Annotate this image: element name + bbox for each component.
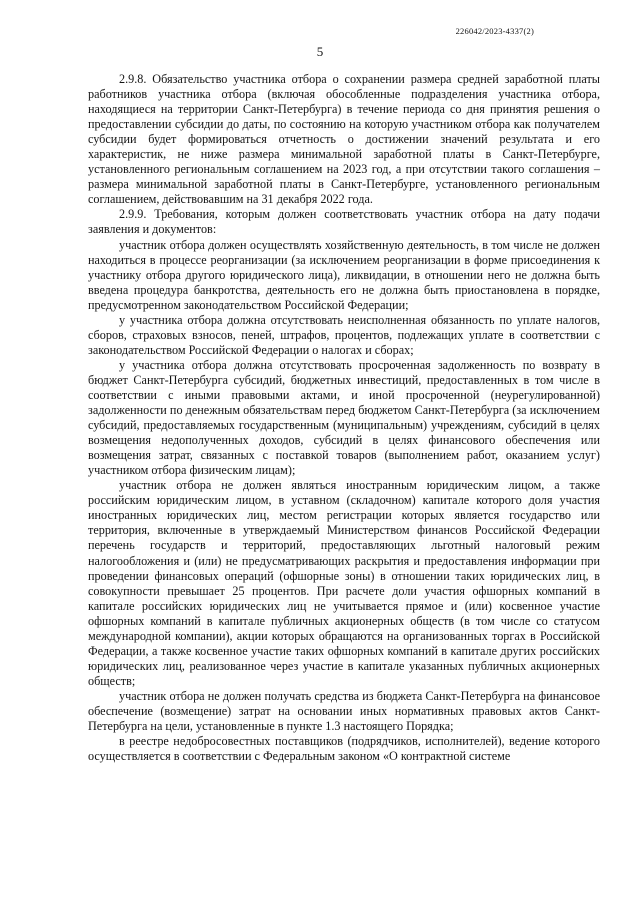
- requirement-unfair-suppliers: в реестре недобросовестных поставщиков (подрядчиков, исполнителей), ведение которого осуществляется в соответствии с Федеральным законом «О контрактной системе: [88, 734, 600, 764]
- paragraph-2-9-9: 2.9.9. Требования, которым должен соответствовать участник отбора на дату подачи заявления и документов:: [88, 207, 600, 237]
- document-body: [88, 72, 600, 764]
- page-number: 5: [316, 44, 324, 59]
- requirement-budget-debt: у участника отбора должна отсутствовать просроченная задолженность по возврату в бюджет Санкт-Петербурга субсидий, бюджетных инвестиций, предоставленных в том числе в соответствии с иными правовыми актами, и иной просроченной (неурегулированной) задолженности по денежным обязательствам перед бюджетом Санкт-Петербурга (за исключением субсидий, предоставляемых государственным (муниципальным) учреждениям, субсидий в целях возмещения недополученных доходов, субсидий в целях финансового обеспечения или возмещения затрат, связанных с поставкой товаров (выполнением работ, оказанием услуг) участником отбора физическим лицам);: [88, 357, 600, 478]
- requirement-taxes: у участника отбора должна отсутствовать неисполненная обязанность по уплате налогов, сборов, страховых взносов, пеней, штрафов, процентов, подлежащих уплате в соответствии с законодательством Российской Федерации о налогах и сборах;: [88, 312, 600, 357]
- requirement-activity: участник отбора должен осуществлять хозяйственную деятельность, в том числе не должен находиться в процессе реорганизации (за исключением реорганизации в форме присоединения к участнику отбора другого юридического лица), ликвидации, в отношении него не должна быть введена процедура банкротства, деятельность его не должна быть приостановлена в порядке, предусмотренном законодательством Российской Федерации;: [88, 237, 600, 312]
- requirement-foreign-entity: участник отбора не должен являться иностранным юридическим лицом, а также российским юридическим лицом, в уставном (складочном) капитале которого доля участия иностранных юридических лиц, местом регистрации которых является государство или территория, включенные в утверждаемый Министерством финансов Российской Федерации перечень государств и территорий, предоставляющих льготный налоговый режим налогообложения и (или) не предусматривающих раскрытия и предоставления информации при проведении финансовых операций (офшорные зоны) в отношении таких юридических лиц, в совокупности превышает 25 процентов. При расчете доли участия офшорных компаний в капитале российских юридических лиц не учитывается прямое и (или) косвенное участие офшорных компаний в капитале публичных акционерных обществ (в том числе со статусом международной компании), акции которых обращаются на организованных торгах в Российской Федерации, а также косвенное участие таких офшорных компаний в капитале других российских юридических лиц, реализованное через участие в капитале указанных публичных акционерных обществ;: [88, 478, 600, 688]
- document-number: 226042/2023-4337(2): [455, 26, 534, 36]
- requirement-no-other-funding: участник отбора не должен получать средства из бюджета Санкт-Петербурга на финансовое обеспечение (возмещение) затрат на основании иных нормативных правовых актов Санкт-Петербурга на цели, установленные в пункте 1.3 настоящего Порядка;: [88, 688, 600, 734]
- paragraph-2-9-8: 2.9.8. Обязательство участника отбора о сохранении размера средней заработной платы работников участника отбора (включая обособленные подразделения участника отбора, находящиеся на территории Санкт-Петербурга) в течение периода со дня принятия решения о предоставлении субсидии до даты, по состоянию на которую участником отбора как получателем субсидии будет формироваться отчетность о достижении значений результата и его характеристик, не ниже размера минимальной заработной платы в Санкт-Петербурге, установленного региональным соглашением на 2023 год, а при отсутствии такого соглашения – размера минимальной заработной платы в Санкт-Петербурге, установленного региональным соглашением, действовавшим на 31 декабря 2022 года.: [88, 72, 600, 207]
